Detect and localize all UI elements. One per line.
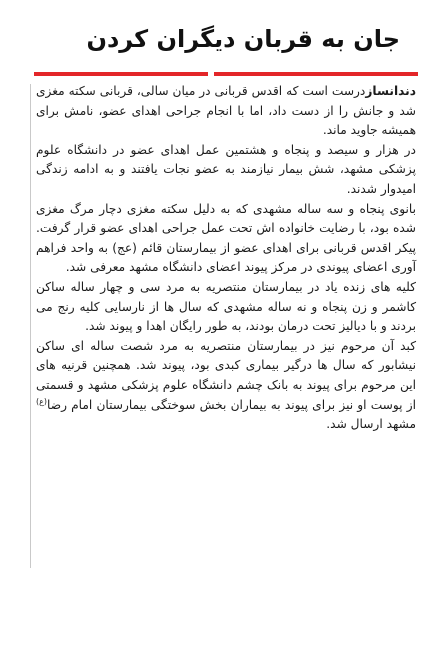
article-headline: جان به قربان دیگران کردن <box>86 25 400 53</box>
article-paragraph-2: در هزار و سیصد و پنجاه و هشتمین عمل اهدای عضو در دانشگاه علوم پزشکی مشهد، شش بیمار نیازمند به عضو نجات یافتند و به ادامه زندگی امیدوار شدند. <box>36 142 416 196</box>
article-paragraph-1-text: درست است که اقدس قربانی در میان سالی، قربانی سکته مغزی شد و جانش را از دست داد، اما با انجام جراحی اهدای عضو، نامش برای همیشه جاوید ماند. <box>36 84 416 138</box>
article-body <box>36 82 416 435</box>
headline-rule-left <box>34 72 208 76</box>
article-paragraph-4: کلیه های زنده یاد در بیمارستان منتصریه به مرد سی و چهار ساله ساکن کاشمر و زن پنجاه و نه ساله مشهدی که سال ها از نارسایی کلیه رنج می بردند و با دیالیز تحت درمان بودند، به طور رایگان اهدا و پیوند شد. <box>36 279 416 334</box>
article-paragraph-1 <box>36 82 416 141</box>
last-line-prefix: رضا <box>47 397 67 412</box>
article-paragraph-5-text: کبد آن مرحوم نیز در بیمارستان منتصریه به مرد شصت ساله ای ساکن نیشابور که سال ها درگیر بیماری کبدی بود، پیوند شد. همچنین قرنیه های این مرحوم برای پیوند به بانک چشم دانشگاه علوم پزشکی مشهد و قسمتی از پوست او نیز برای پیوند به بیماران بخش سوختگی بیمارستان امام <box>36 338 417 412</box>
article-paragraph-5 <box>36 337 416 435</box>
headline-rule-right <box>214 72 418 76</box>
column-divider <box>30 84 31 568</box>
article-byline: دندانساز <box>365 84 416 98</box>
last-line-suffix: مشهد ارسال شد. <box>326 417 416 432</box>
article-paragraph-3: بانوی پنجاه و سه ساله مشهدی که به دلیل سکته مغزی دچار مرگ مغزی شده بود، با رضایت خانواده اش تحت عمل جراحی اهدای عضو قرار گرفت. پیکر اقدس قربانی برای اهدای عضو از بیمارستان قائم (عج) به واحد فراهم آوری اعضای پیوندی در مرکز پیوند اعضای دانشگاه مشهد معرفی شد. <box>36 201 416 275</box>
honorific-superscript: (ع) <box>36 396 48 406</box>
